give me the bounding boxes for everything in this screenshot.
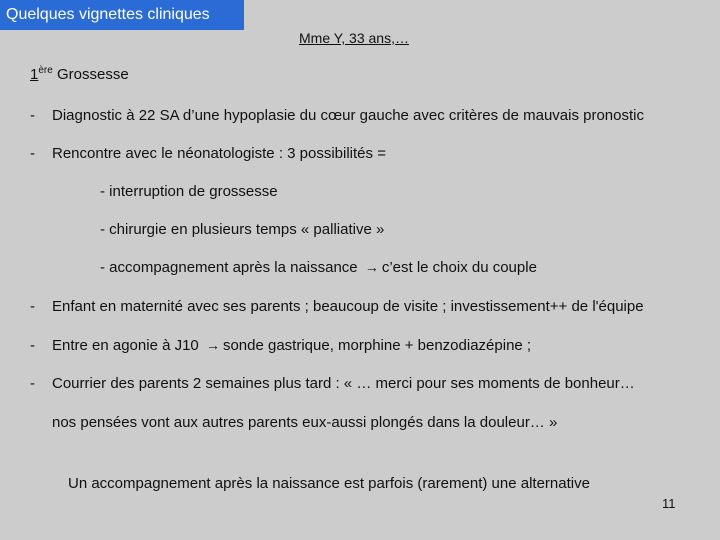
bullet-neonatologist: Rencontre avec le néonatologiste : 3 possibilités = bbox=[52, 145, 386, 162]
arrow-icon: → bbox=[205, 337, 220, 353]
bullet-diagnostic: Diagnostic à 22 SA d’une hypoplasie du cœur gauche avec critères de mauvais pronostic bbox=[52, 107, 644, 124]
bullet-agony-treatment: sonde gastrique, morphine + benzodiazépine ; bbox=[222, 337, 532, 354]
option-accompaniment bbox=[100, 259, 537, 276]
option-interruption: - interruption de grossesse bbox=[100, 183, 278, 200]
pregnancy-superscript: ère bbox=[38, 65, 53, 76]
bullet-dash: - bbox=[30, 145, 35, 162]
bullet-letter-line1: Courrier des parents 2 semaines plus tard : « … merci pour ses moments de bonheur… bbox=[52, 375, 635, 392]
bullet-dash: - bbox=[30, 375, 35, 392]
page-number: 11 bbox=[662, 496, 676, 511]
bullet-maternity: Enfant en maternité avec ses parents ; beaucoup de visite ; investissement++ de l'équipe bbox=[52, 298, 644, 315]
bullet-agony bbox=[52, 337, 531, 354]
option-surgery: - chirurgie en plusieurs temps « palliative » bbox=[100, 221, 385, 238]
bullet-dash: - bbox=[30, 337, 35, 354]
bullet-letter-line2: nos pensées vont aux autres parents eux-aussi plongés dans la douleur… » bbox=[52, 414, 558, 431]
bullet-dash: - bbox=[30, 298, 35, 315]
slide-title: Quelques vignettes cliniques bbox=[0, 0, 244, 30]
option-accompaniment-text: - accompagnement après la naissance bbox=[100, 259, 358, 276]
patient-subtitle: Mme Y, 33 ans,… bbox=[299, 30, 409, 46]
arrow-icon: → bbox=[364, 259, 379, 275]
option-choice-text: c’est le choix du couple bbox=[381, 259, 537, 276]
pregnancy-number: 1 bbox=[30, 66, 39, 83]
pregnancy-label: Grossesse bbox=[56, 66, 129, 83]
bullet-agony-text: Entre en agonie à J10 bbox=[52, 337, 199, 354]
pregnancy-heading bbox=[30, 66, 129, 83]
conclusion-text: Un accompagnement après la naissance est parfois (rarement) une alternative bbox=[68, 475, 590, 492]
bullet-dash: - bbox=[30, 107, 35, 124]
